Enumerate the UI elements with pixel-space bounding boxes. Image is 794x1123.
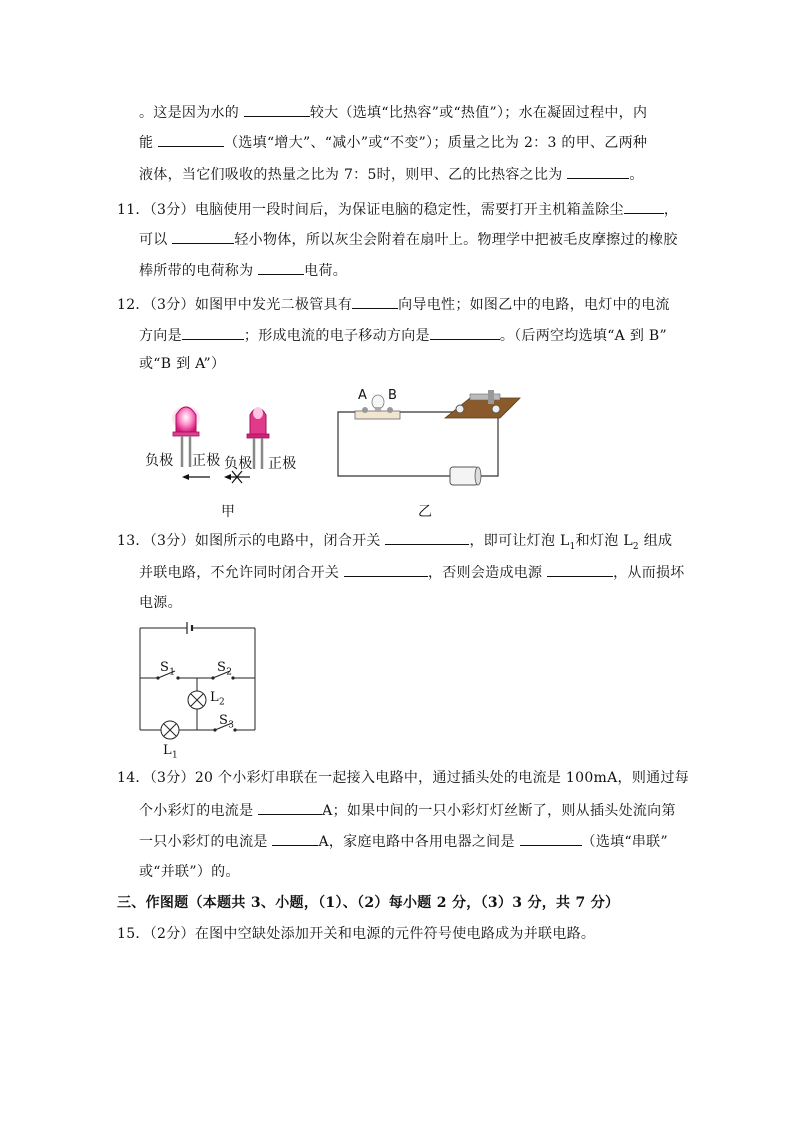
answer-blank[interactable]: [182, 325, 244, 340]
q14-text: 一只小彩灯的电流是: [139, 834, 273, 850]
q14-text: 个小彩灯的电流是: [139, 803, 259, 819]
answer-blank[interactable]: [258, 800, 322, 815]
q11-text: 电荷。: [304, 263, 348, 279]
label-s1: $S_1$: [160, 660, 176, 678]
q14-line-4: [139, 862, 240, 882]
answer-blank[interactable]: [158, 132, 224, 147]
q12-text: ；形成电流的电子移动方向是: [243, 328, 430, 344]
led2-negative-label: 负极: [224, 456, 253, 472]
q10-text: 能: [139, 135, 159, 151]
label-l1: $L_1$: [163, 743, 178, 761]
q11-line-1: [117, 199, 678, 220]
point-a-label: A: [358, 388, 368, 403]
answer-blank[interactable]: [258, 260, 304, 275]
answer-blank[interactable]: [352, 294, 398, 309]
q12-text: 或“B 到 A”）: [139, 356, 226, 372]
q14-text: 或“并联”）的。: [139, 864, 240, 880]
q12-text: 12．（3分）如图甲中发光二极管具有: [117, 297, 353, 313]
q12-line-2: [139, 325, 667, 346]
answer-blank[interactable]: [244, 102, 310, 117]
q10-line-3: [139, 164, 644, 185]
label-s3: $S_3$: [219, 713, 235, 731]
q12-text: 向导电性；如图乙中的电路，电灯中的电流: [398, 297, 670, 313]
q11-text: 可以: [139, 232, 173, 248]
led1-positive-label: 正极: [192, 453, 221, 469]
q14-line-2: [139, 800, 676, 821]
figure-yi-caption: 乙: [418, 504, 433, 520]
answer-blank[interactable]: [547, 562, 613, 577]
subscript: 2: [632, 541, 639, 552]
answer-blank[interactable]: [430, 325, 500, 340]
q13-line-3: [139, 593, 182, 613]
q11-text: ，: [663, 202, 679, 218]
q10-text: 液体，当它们吸收的热量之比为 7：5时，则甲、乙的比热容之比为: [139, 167, 568, 183]
q14-line-1: [117, 768, 689, 788]
q10-text: （选填“增大”、“减小”或“不变”）；质量之比为 2：3 的甲、乙两种: [224, 135, 648, 151]
q13-text: ，从而损坏: [613, 565, 685, 581]
q10-text: 。这是因为水的: [139, 105, 244, 121]
figure-q13-circuit: [135, 620, 265, 760]
q13-text: ，即可让灯泡 L: [469, 533, 570, 549]
q13-text: ，否则会造成电源: [427, 565, 548, 581]
q11-text: 棒所带的电荷称为: [139, 263, 259, 279]
answer-blank[interactable]: [272, 831, 318, 846]
section-3-heading: 三、作图题（本题共 3、小题，（1）、（2）每小题 2 分，（3）3 分，共 7 分）: [117, 895, 620, 911]
q15-line-1: 15．（2分）在图中空缺处添加开关和电源的元件符号使电路成为并联电路。: [117, 926, 596, 942]
switch-icon: [445, 390, 520, 418]
answer-blank[interactable]: [624, 199, 664, 214]
q11-line-3: [139, 260, 347, 281]
answer-blank[interactable]: [520, 831, 582, 846]
q12-text: 。（后两空均选填“A 到 B”: [499, 328, 667, 344]
q11-text: 轻小物体，所以灰尘会附着在扇叶上。物理学中把被毛皮摩擦过的橡胶: [234, 232, 678, 248]
label-l2: $L_2$: [210, 690, 225, 708]
q13-text: 和灯泡 L: [575, 533, 633, 549]
lamp-l2-icon: [188, 691, 206, 709]
answer-blank[interactable]: [567, 164, 629, 179]
q12-text: 方向是: [139, 328, 182, 344]
q11-text: 11．（3分）电脑使用一段时间后，为保证电脑的稳定性，需要打开主机箱盖除尘: [117, 202, 624, 218]
q14-line-3: [139, 831, 668, 852]
q13-line-2: [139, 562, 685, 583]
answer-blank[interactable]: [172, 229, 234, 244]
answer-blank[interactable]: [385, 530, 469, 545]
q14-text: A；如果中间的一只小彩灯灯丝断了，则从插头处流向第: [322, 803, 676, 819]
q13-text: 并联电路，不允许同时闭合开关: [139, 565, 344, 581]
q13-line-1: [117, 530, 672, 557]
q10-line-2: [139, 132, 647, 153]
q10-text: 较大（选填“比热容”或“热值”）；水在凝固过程中，内: [309, 105, 648, 121]
led2-positive-label: 正极: [268, 456, 297, 472]
q13-text: 电源。: [139, 595, 182, 611]
q11-line-2: [139, 229, 678, 250]
q13-text: 13．（3分）如图所示的电路中，闭合开关: [117, 533, 386, 549]
q10-line-1: [139, 102, 647, 123]
q13-text: 组成: [638, 533, 673, 549]
label-s2: $S_2$: [217, 660, 233, 678]
q10-text: 。: [629, 167, 644, 183]
lamp-l1-icon: [161, 721, 179, 739]
q12-line-1: [117, 294, 670, 315]
battery-icon: [450, 467, 481, 485]
q14-text: A，家庭电路中各用电器之间是: [318, 834, 520, 850]
q14-text: 14．（3分）20 个小彩灯串联在一起接入电路中，通过插头处的电流是 100mA，则通过每: [117, 770, 690, 786]
figure-jia-caption: 甲: [221, 504, 236, 520]
answer-blank[interactable]: [344, 562, 428, 577]
q12-line-3: [139, 354, 225, 374]
subscript: 1: [569, 541, 576, 552]
q14-text: （选填“串联”: [581, 834, 668, 850]
led1-negative-label: 负极: [145, 453, 174, 469]
point-b-label: B: [388, 388, 398, 403]
